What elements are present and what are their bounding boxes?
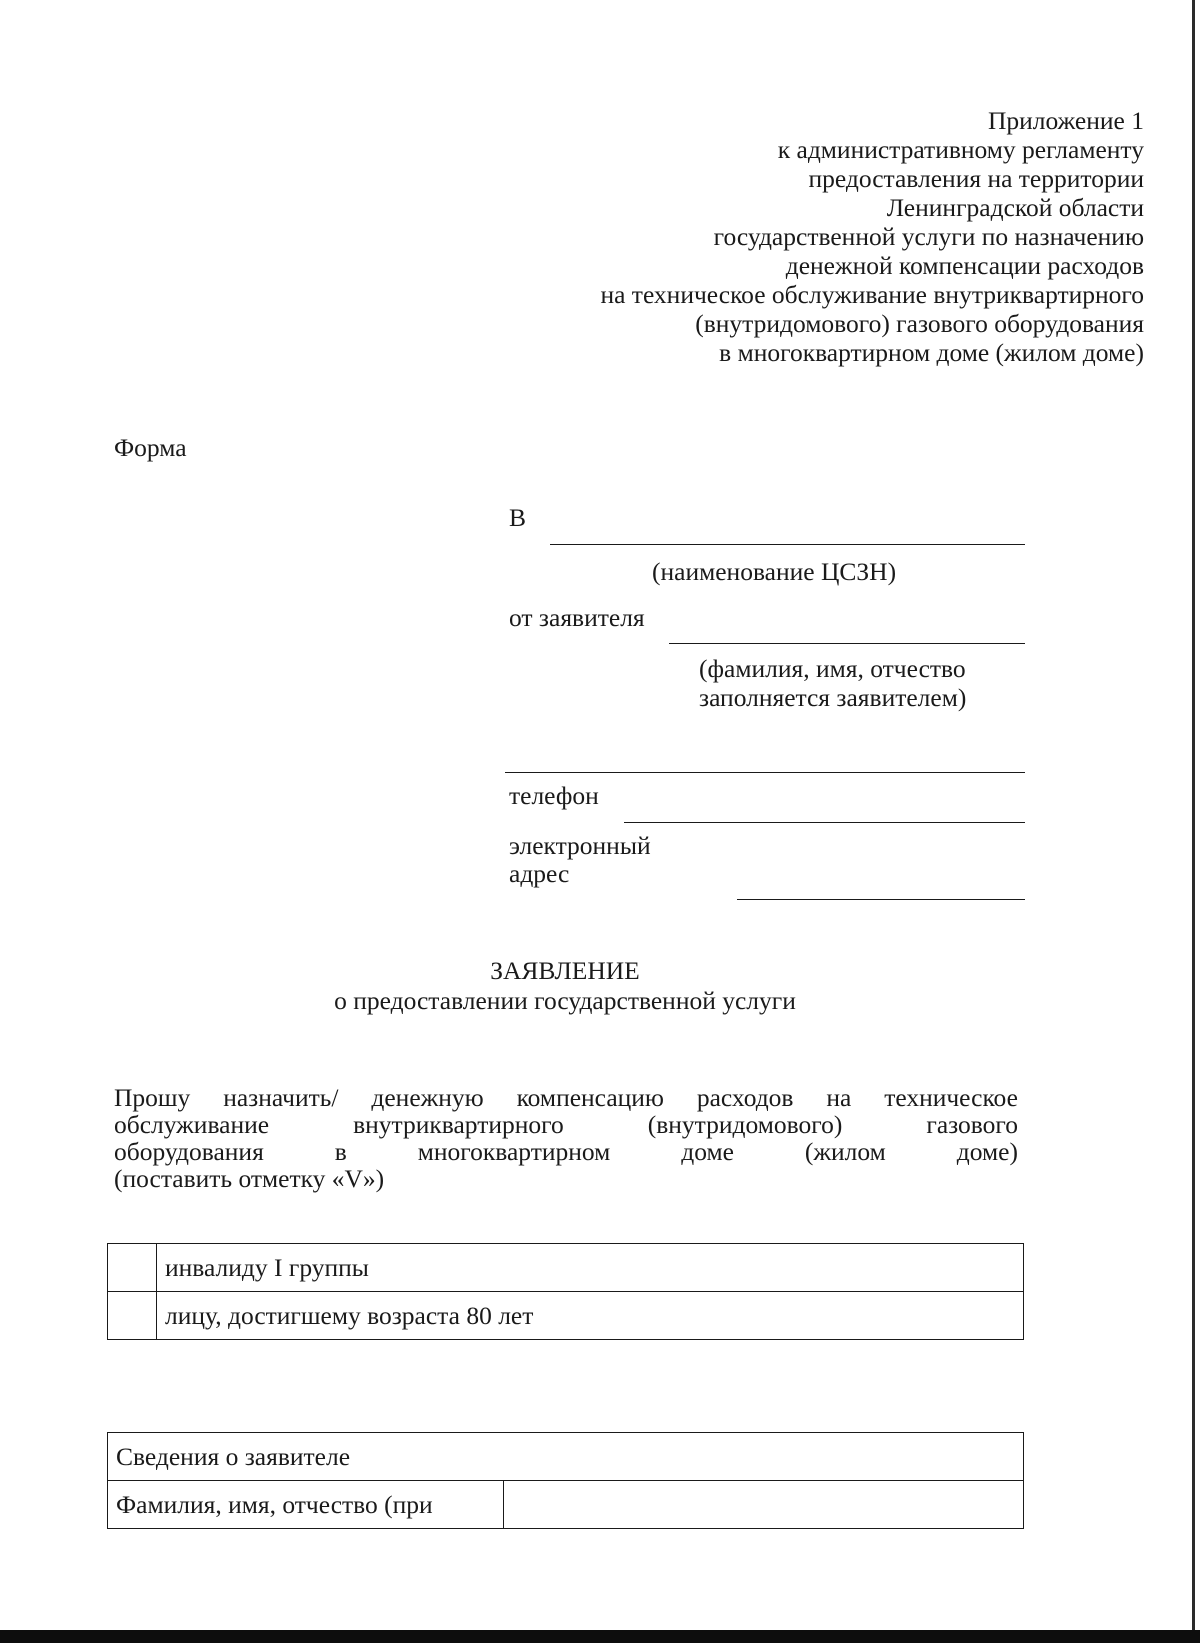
from-extra-line[interactable]	[505, 772, 1025, 773]
appendix-header	[444, 106, 1144, 367]
request-word: (жилом	[804, 1137, 886, 1166]
request-word: денежную	[371, 1083, 484, 1112]
request-word: многоквартирном	[417, 1137, 611, 1166]
scan-edge-right	[1192, 0, 1195, 1643]
appendix-line: Ленинградской области	[886, 193, 1144, 222]
request-word: доме)	[956, 1137, 1018, 1166]
option-label-group1: инвалиду I группы	[157, 1244, 1024, 1292]
applicant-fio-value[interactable]	[504, 1481, 1024, 1529]
email-field-line[interactable]	[737, 899, 1025, 900]
request-word: техническое	[884, 1083, 1018, 1112]
applicant-table-header: Сведения о заявителе	[108, 1433, 1024, 1481]
phone-label: телефон	[509, 781, 599, 810]
to-hint: (наименование ЦСЗН)	[652, 557, 897, 586]
request-last-line: (поставить отметку «V»)	[114, 1164, 385, 1193]
request-word: Прошу	[114, 1083, 191, 1112]
to-prefix: В	[509, 503, 527, 532]
request-paragraph	[114, 1084, 1018, 1192]
from-field-line[interactable]	[669, 643, 1025, 644]
appendix-line: денежной компенсации расходов	[785, 251, 1144, 280]
table-row	[108, 1481, 1024, 1529]
option-checkbox-group1[interactable]	[108, 1244, 157, 1292]
document-title: ЗАЯВЛЕНИЕ	[490, 956, 640, 985]
from-label: от заявителя	[509, 603, 645, 632]
phone-field-line[interactable]	[624, 822, 1025, 823]
request-word: расходов	[696, 1083, 794, 1112]
request-word: компенсацию	[516, 1083, 664, 1112]
to-field-line[interactable]	[550, 544, 1025, 545]
option-label-age80: лицу, достигшему возраста 80 лет	[157, 1292, 1024, 1340]
request-word: внутриквартирного	[353, 1110, 564, 1139]
applicant-fio-label: Фамилия, имя, отчество (при	[108, 1481, 504, 1529]
appendix-line: в многоквартирном доме (жилом доме)	[719, 338, 1144, 367]
appendix-line: (внутридомового) газового оборудования	[695, 309, 1144, 338]
from-hint-line1: (фамилия, имя, отчество	[699, 654, 966, 683]
form-label: Форма	[114, 433, 187, 462]
option-checkbox-age80[interactable]	[108, 1292, 157, 1340]
request-word: доме	[681, 1137, 734, 1166]
request-word: в	[334, 1137, 347, 1166]
email-label-line2: адрес	[509, 859, 570, 888]
from-hint-line2: заполняется заявителем)	[699, 683, 967, 712]
request-word: газового	[926, 1110, 1018, 1139]
appendix-line: на техническое обслуживание внутриквартирного	[600, 280, 1144, 309]
scan-edge-bottom	[0, 1630, 1200, 1643]
request-word: (внутридомового)	[647, 1110, 843, 1139]
appendix-line: Приложение 1	[988, 106, 1144, 135]
options-table	[107, 1243, 1024, 1340]
appendix-line: государственной услуги по назначению	[713, 222, 1144, 251]
table-row	[108, 1433, 1024, 1481]
request-word: обслуживание	[114, 1110, 270, 1139]
table-row	[108, 1292, 1024, 1340]
appendix-line: к административному регламенту	[777, 135, 1144, 164]
applicant-table	[107, 1432, 1024, 1529]
request-word: назначить/	[223, 1083, 339, 1112]
request-word: на	[826, 1083, 852, 1112]
document-subtitle: о предоставлении государственной услуги	[334, 986, 796, 1015]
appendix-line: предоставления на территории	[808, 164, 1144, 193]
table-row	[108, 1244, 1024, 1292]
email-label-line1: электронный	[509, 831, 651, 860]
request-word: оборудования	[114, 1137, 264, 1166]
